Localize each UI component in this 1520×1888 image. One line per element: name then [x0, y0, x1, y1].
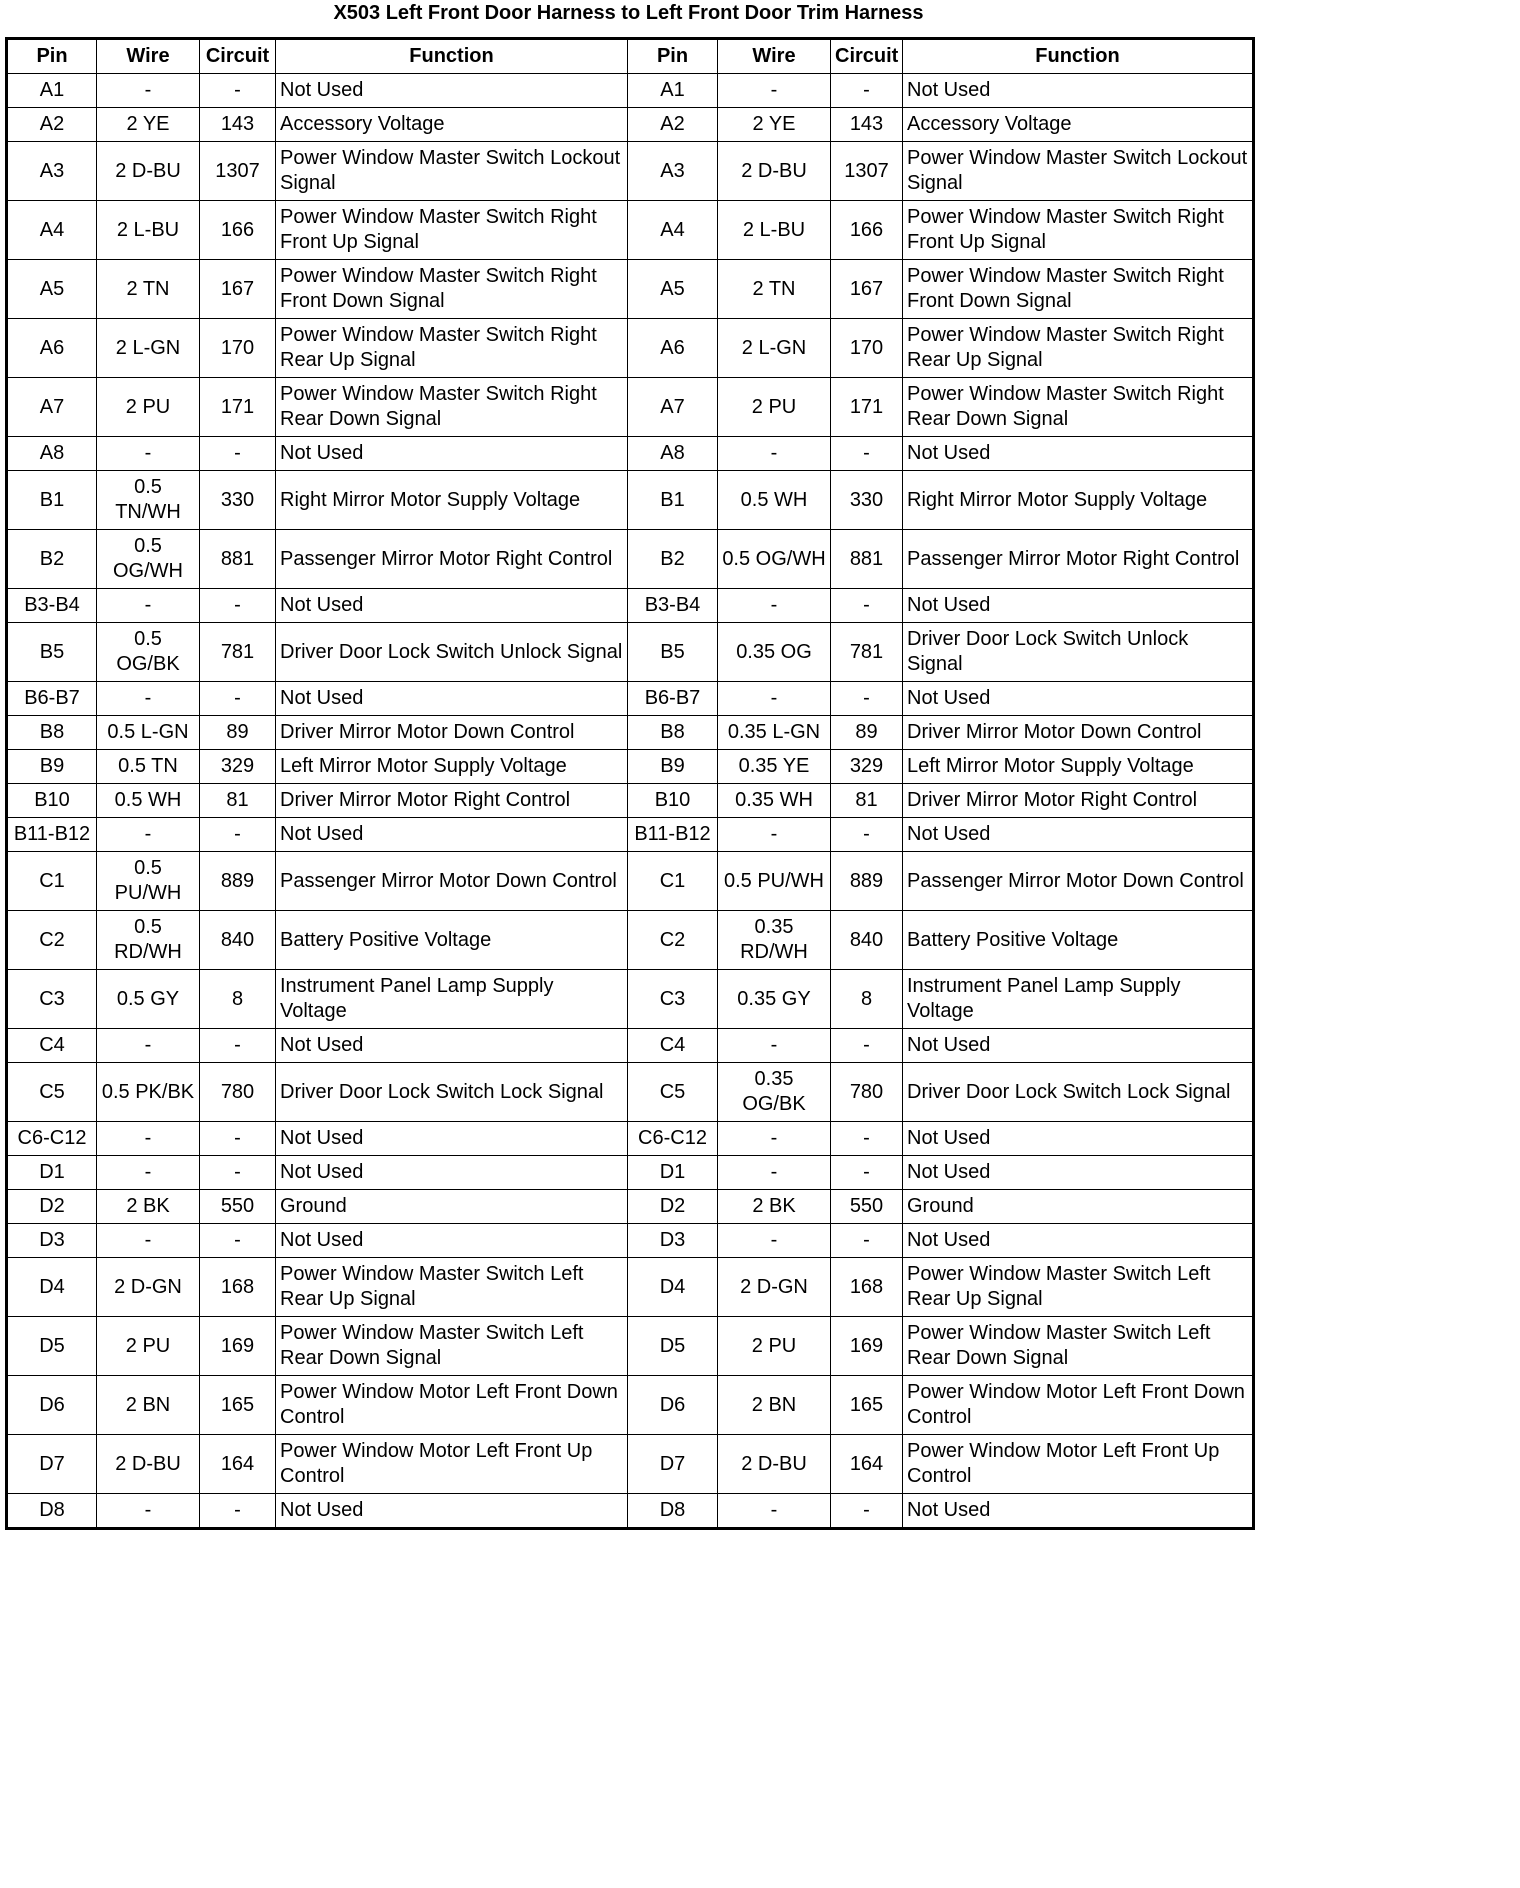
left-pin-cell: C3	[7, 970, 97, 1029]
right-wire-cell: 0.5 WH	[718, 471, 831, 530]
right-pin-cell: C6-C12	[628, 1122, 718, 1156]
left-circuit-cell: 166	[200, 201, 276, 260]
left-function-cell: Left Mirror Motor Supply Voltage	[276, 750, 628, 784]
right-function-cell: Instrument Panel Lamp Supply Voltage	[903, 970, 1254, 1029]
right-wire-cell: 2 D-BU	[718, 142, 831, 201]
right-pin-cell: B8	[628, 716, 718, 750]
left-wire-cell: 0.5 PU/WH	[97, 852, 200, 911]
left-function-cell: Accessory Voltage	[276, 108, 628, 142]
left-pin-cell: A1	[7, 74, 97, 108]
right-wire-cell: 2 BN	[718, 1376, 831, 1435]
left-pin-cell: A4	[7, 201, 97, 260]
right-circuit-cell: 164	[831, 1435, 903, 1494]
table-row	[7, 1435, 1254, 1494]
right-function-cell: Power Window Motor Left Front Up Control	[903, 1435, 1254, 1494]
left-function-cell: Power Window Master Switch Right Front Down Signal	[276, 260, 628, 319]
right-pin-cell: A3	[628, 142, 718, 201]
header-function-right: Function	[903, 39, 1254, 74]
right-circuit-cell: -	[831, 1494, 903, 1529]
right-pin-cell: B3-B4	[628, 589, 718, 623]
left-pin-cell: B8	[7, 716, 97, 750]
left-function-cell: Not Used	[276, 74, 628, 108]
header-pin-left: Pin	[7, 39, 97, 74]
right-function-cell: Ground	[903, 1190, 1254, 1224]
right-function-cell: Power Window Master Switch Lockout Signal	[903, 142, 1254, 201]
right-pin-cell: D1	[628, 1156, 718, 1190]
right-pin-cell: A8	[628, 437, 718, 471]
left-wire-cell: -	[97, 1224, 200, 1258]
left-wire-cell: 0.5 L-GN	[97, 716, 200, 750]
right-function-cell: Not Used	[903, 74, 1254, 108]
left-function-cell: Power Window Master Switch Left Rear Up Signal	[276, 1258, 628, 1317]
right-wire-cell: -	[718, 1156, 831, 1190]
right-pin-cell: A5	[628, 260, 718, 319]
right-wire-cell: 0.5 OG/WH	[718, 530, 831, 589]
right-pin-cell: A6	[628, 319, 718, 378]
left-wire-cell: 0.5 PK/BK	[97, 1063, 200, 1122]
left-wire-cell: -	[97, 437, 200, 471]
right-wire-cell: -	[718, 682, 831, 716]
left-wire-cell: 0.5 RD/WH	[97, 911, 200, 970]
right-function-cell: Power Window Master Switch Left Rear Up Signal	[903, 1258, 1254, 1317]
left-pin-cell: B10	[7, 784, 97, 818]
right-wire-cell: 2 TN	[718, 260, 831, 319]
left-circuit-cell: 329	[200, 750, 276, 784]
left-circuit-cell: 889	[200, 852, 276, 911]
header-circuit-left: Circuit	[200, 39, 276, 74]
left-circuit-cell: 167	[200, 260, 276, 319]
left-pin-cell: D7	[7, 1435, 97, 1494]
right-wire-cell: 2 D-GN	[718, 1258, 831, 1317]
left-circuit-cell: 164	[200, 1435, 276, 1494]
left-circuit-cell: 169	[200, 1317, 276, 1376]
right-pin-cell: B11-B12	[628, 818, 718, 852]
left-wire-cell: 0.5 OG/BK	[97, 623, 200, 682]
right-function-cell: Right Mirror Motor Supply Voltage	[903, 471, 1254, 530]
left-wire-cell: 0.5 WH	[97, 784, 200, 818]
left-pin-cell: D4	[7, 1258, 97, 1317]
left-wire-cell: -	[97, 589, 200, 623]
right-wire-cell: 0.35 YE	[718, 750, 831, 784]
left-circuit-cell: 89	[200, 716, 276, 750]
left-pin-cell: B2	[7, 530, 97, 589]
right-pin-cell: D7	[628, 1435, 718, 1494]
right-function-cell: Driver Mirror Motor Right Control	[903, 784, 1254, 818]
left-pin-cell: B1	[7, 471, 97, 530]
table-row	[7, 970, 1254, 1029]
right-wire-cell: -	[718, 437, 831, 471]
left-wire-cell: -	[97, 74, 200, 108]
left-circuit-cell: -	[200, 1122, 276, 1156]
right-function-cell: Power Window Master Switch Right Front Down Signal	[903, 260, 1254, 319]
left-pin-cell: A6	[7, 319, 97, 378]
right-wire-cell: -	[718, 589, 831, 623]
right-wire-cell: 0.35 OG/BK	[718, 1063, 831, 1122]
left-circuit-cell: 1307	[200, 142, 276, 201]
left-circuit-cell: -	[200, 74, 276, 108]
left-wire-cell: 2 BK	[97, 1190, 200, 1224]
right-pin-cell: B5	[628, 623, 718, 682]
left-function-cell: Power Window Master Switch Right Front Up Signal	[276, 201, 628, 260]
table-row	[7, 201, 1254, 260]
header-pin-right: Pin	[628, 39, 718, 74]
table-row	[7, 589, 1254, 623]
right-circuit-cell: 550	[831, 1190, 903, 1224]
right-function-cell: Passenger Mirror Motor Right Control	[903, 530, 1254, 589]
left-function-cell: Not Used	[276, 818, 628, 852]
left-wire-cell: 2 YE	[97, 108, 200, 142]
table-row	[7, 1063, 1254, 1122]
table-row	[7, 682, 1254, 716]
right-function-cell: Driver Mirror Motor Down Control	[903, 716, 1254, 750]
left-function-cell: Driver Mirror Motor Down Control	[276, 716, 628, 750]
right-function-cell: Not Used	[903, 437, 1254, 471]
left-function-cell: Not Used	[276, 1029, 628, 1063]
right-pin-cell: D6	[628, 1376, 718, 1435]
left-circuit-cell: 840	[200, 911, 276, 970]
left-circuit-cell: 168	[200, 1258, 276, 1317]
right-function-cell: Not Used	[903, 1029, 1254, 1063]
right-wire-cell: 0.35 L-GN	[718, 716, 831, 750]
right-circuit-cell: -	[831, 818, 903, 852]
right-pin-cell: B10	[628, 784, 718, 818]
right-wire-cell: 2 PU	[718, 1317, 831, 1376]
right-circuit-cell: 168	[831, 1258, 903, 1317]
left-wire-cell: 2 L-GN	[97, 319, 200, 378]
left-circuit-cell: 170	[200, 319, 276, 378]
right-wire-cell: 0.5 PU/WH	[718, 852, 831, 911]
left-pin-cell: C1	[7, 852, 97, 911]
right-function-cell: Not Used	[903, 589, 1254, 623]
left-circuit-cell: 330	[200, 471, 276, 530]
left-function-cell: Power Window Master Switch Lockout Signal	[276, 142, 628, 201]
right-circuit-cell: 165	[831, 1376, 903, 1435]
left-wire-cell: -	[97, 1494, 200, 1529]
right-function-cell: Driver Door Lock Switch Unlock Signal	[903, 623, 1254, 682]
left-function-cell: Passenger Mirror Motor Down Control	[276, 852, 628, 911]
left-function-cell: Not Used	[276, 437, 628, 471]
right-circuit-cell: -	[831, 437, 903, 471]
right-circuit-cell: 889	[831, 852, 903, 911]
connector-pinout-table	[5, 37, 1255, 1530]
left-wire-cell: 0.5 TN	[97, 750, 200, 784]
right-circuit-cell: 329	[831, 750, 903, 784]
right-wire-cell: -	[718, 1224, 831, 1258]
right-function-cell: Accessory Voltage	[903, 108, 1254, 142]
right-pin-cell: B1	[628, 471, 718, 530]
title-spacer	[5, 28, 1272, 37]
right-pin-cell: D5	[628, 1317, 718, 1376]
left-function-cell: Power Window Master Switch Right Rear Down Signal	[276, 378, 628, 437]
left-function-cell: Instrument Panel Lamp Supply Voltage	[276, 970, 628, 1029]
left-wire-cell: 0.5 TN/WH	[97, 471, 200, 530]
right-circuit-cell: 166	[831, 201, 903, 260]
left-circuit-cell: -	[200, 1224, 276, 1258]
right-circuit-cell: 89	[831, 716, 903, 750]
left-wire-cell: 2 L-BU	[97, 201, 200, 260]
right-circuit-cell: -	[831, 1156, 903, 1190]
left-function-cell: Not Used	[276, 1122, 628, 1156]
left-circuit-cell: 143	[200, 108, 276, 142]
left-circuit-cell: 780	[200, 1063, 276, 1122]
right-circuit-cell: 881	[831, 530, 903, 589]
left-function-cell: Not Used	[276, 682, 628, 716]
right-circuit-cell: 81	[831, 784, 903, 818]
left-circuit-cell: -	[200, 1494, 276, 1529]
right-circuit-cell: 170	[831, 319, 903, 378]
left-pin-cell: C2	[7, 911, 97, 970]
table-row	[7, 1224, 1254, 1258]
left-circuit-cell: 781	[200, 623, 276, 682]
left-wire-cell: 2 BN	[97, 1376, 200, 1435]
table-row	[7, 1494, 1254, 1529]
left-wire-cell: 2 PU	[97, 378, 200, 437]
left-pin-cell: C6-C12	[7, 1122, 97, 1156]
document-title: X503 Left Front Door Harness to Left Front Door Trim Harness	[333, 2, 924, 24]
left-pin-cell: B6-B7	[7, 682, 97, 716]
document-page	[5, 0, 1272, 1530]
right-circuit-cell: -	[831, 589, 903, 623]
right-function-cell: Battery Positive Voltage	[903, 911, 1254, 970]
table-body	[7, 74, 1254, 1529]
left-pin-cell: C4	[7, 1029, 97, 1063]
table-row	[7, 1190, 1254, 1224]
left-pin-cell: A8	[7, 437, 97, 471]
left-pin-cell: A7	[7, 378, 97, 437]
right-wire-cell: -	[718, 1494, 831, 1529]
right-pin-cell: C5	[628, 1063, 718, 1122]
right-pin-cell: B6-B7	[628, 682, 718, 716]
right-wire-cell: -	[718, 818, 831, 852]
right-pin-cell: B2	[628, 530, 718, 589]
right-wire-cell: 0.35 RD/WH	[718, 911, 831, 970]
right-pin-cell: C2	[628, 911, 718, 970]
table-row	[7, 623, 1254, 682]
left-circuit-cell: -	[200, 1156, 276, 1190]
right-pin-cell: D4	[628, 1258, 718, 1317]
table-row	[7, 852, 1254, 911]
right-wire-cell: 2 D-BU	[718, 1435, 831, 1494]
left-function-cell: Right Mirror Motor Supply Voltage	[276, 471, 628, 530]
right-function-cell: Power Window Motor Left Front Down Control	[903, 1376, 1254, 1435]
right-circuit-cell: -	[831, 1122, 903, 1156]
right-pin-cell: A7	[628, 378, 718, 437]
left-pin-cell: D3	[7, 1224, 97, 1258]
right-function-cell: Not Used	[903, 1494, 1254, 1529]
table-row	[7, 1317, 1254, 1376]
right-circuit-cell: 1307	[831, 142, 903, 201]
left-pin-cell: D2	[7, 1190, 97, 1224]
header-wire-right: Wire	[718, 39, 831, 74]
left-circuit-cell: 165	[200, 1376, 276, 1435]
table-row	[7, 1258, 1254, 1317]
right-function-cell: Passenger Mirror Motor Down Control	[903, 852, 1254, 911]
table-row	[7, 1156, 1254, 1190]
left-wire-cell: -	[97, 1156, 200, 1190]
left-pin-cell: C5	[7, 1063, 97, 1122]
left-function-cell: Power Window Master Switch Left Rear Down Signal	[276, 1317, 628, 1376]
right-function-cell: Not Used	[903, 1224, 1254, 1258]
left-circuit-cell: -	[200, 589, 276, 623]
left-pin-cell: D5	[7, 1317, 97, 1376]
left-pin-cell: A2	[7, 108, 97, 142]
right-circuit-cell: 8	[831, 970, 903, 1029]
right-function-cell: Power Window Master Switch Right Rear Up Signal	[903, 319, 1254, 378]
right-function-cell: Driver Door Lock Switch Lock Signal	[903, 1063, 1254, 1122]
left-wire-cell: 0.5 GY	[97, 970, 200, 1029]
right-pin-cell: A1	[628, 74, 718, 108]
left-pin-cell: D1	[7, 1156, 97, 1190]
right-function-cell: Not Used	[903, 1156, 1254, 1190]
right-wire-cell: 2 L-GN	[718, 319, 831, 378]
header-wire-left: Wire	[97, 39, 200, 74]
left-pin-cell: A5	[7, 260, 97, 319]
right-pin-cell: D8	[628, 1494, 718, 1529]
right-wire-cell: 2 YE	[718, 108, 831, 142]
right-wire-cell: 0.35 GY	[718, 970, 831, 1029]
right-function-cell: Left Mirror Motor Supply Voltage	[903, 750, 1254, 784]
left-function-cell: Ground	[276, 1190, 628, 1224]
table-row	[7, 74, 1254, 108]
left-function-cell: Power Window Motor Left Front Down Control	[276, 1376, 628, 1435]
table-row	[7, 319, 1254, 378]
table-row	[7, 784, 1254, 818]
left-circuit-cell: -	[200, 682, 276, 716]
table-row	[7, 1029, 1254, 1063]
table-row	[7, 530, 1254, 589]
table-row	[7, 142, 1254, 201]
left-function-cell: Not Used	[276, 1494, 628, 1529]
header-circuit-right: Circuit	[831, 39, 903, 74]
right-circuit-cell: -	[831, 1224, 903, 1258]
left-pin-cell: B3-B4	[7, 589, 97, 623]
table-row	[7, 716, 1254, 750]
right-wire-cell: -	[718, 74, 831, 108]
left-wire-cell: -	[97, 1122, 200, 1156]
left-function-cell: Power Window Motor Left Front Up Control	[276, 1435, 628, 1494]
left-pin-cell: D8	[7, 1494, 97, 1529]
right-circuit-cell: -	[831, 74, 903, 108]
right-function-cell: Not Used	[903, 682, 1254, 716]
left-circuit-cell: 881	[200, 530, 276, 589]
left-wire-cell: 0.5 OG/WH	[97, 530, 200, 589]
table-row	[7, 1376, 1254, 1435]
right-pin-cell: A4	[628, 201, 718, 260]
left-function-cell: Not Used	[276, 1224, 628, 1258]
table-row	[7, 108, 1254, 142]
right-wire-cell: -	[718, 1029, 831, 1063]
left-pin-cell: B9	[7, 750, 97, 784]
right-circuit-cell: 781	[831, 623, 903, 682]
right-pin-cell: C3	[628, 970, 718, 1029]
left-function-cell: Driver Mirror Motor Right Control	[276, 784, 628, 818]
right-circuit-cell: 143	[831, 108, 903, 142]
right-function-cell: Power Window Master Switch Left Rear Down Signal	[903, 1317, 1254, 1376]
right-circuit-cell: -	[831, 1029, 903, 1063]
left-function-cell: Battery Positive Voltage	[276, 911, 628, 970]
left-wire-cell: -	[97, 1029, 200, 1063]
right-wire-cell: 0.35 WH	[718, 784, 831, 818]
right-pin-cell: B9	[628, 750, 718, 784]
left-wire-cell: 2 PU	[97, 1317, 200, 1376]
right-pin-cell: C4	[628, 1029, 718, 1063]
right-wire-cell: -	[718, 1122, 831, 1156]
left-pin-cell: A3	[7, 142, 97, 201]
left-wire-cell: 2 D-GN	[97, 1258, 200, 1317]
right-pin-cell: D3	[628, 1224, 718, 1258]
right-circuit-cell: 780	[831, 1063, 903, 1122]
left-function-cell: Driver Door Lock Switch Unlock Signal	[276, 623, 628, 682]
right-wire-cell: 2 BK	[718, 1190, 831, 1224]
right-function-cell: Not Used	[903, 818, 1254, 852]
left-function-cell: Passenger Mirror Motor Right Control	[276, 530, 628, 589]
left-pin-cell: D6	[7, 1376, 97, 1435]
table-row	[7, 260, 1254, 319]
left-wire-cell: 2 D-BU	[97, 1435, 200, 1494]
table-header-row	[7, 39, 1254, 74]
left-circuit-cell: 81	[200, 784, 276, 818]
left-wire-cell: -	[97, 818, 200, 852]
right-function-cell: Not Used	[903, 1122, 1254, 1156]
left-circuit-cell: -	[200, 818, 276, 852]
left-function-cell: Not Used	[276, 589, 628, 623]
right-circuit-cell: 167	[831, 260, 903, 319]
right-circuit-cell: 169	[831, 1317, 903, 1376]
right-wire-cell: 0.35 OG	[718, 623, 831, 682]
table-row	[7, 911, 1254, 970]
left-pin-cell: B5	[7, 623, 97, 682]
right-pin-cell: D2	[628, 1190, 718, 1224]
right-pin-cell: A2	[628, 108, 718, 142]
table-row	[7, 1122, 1254, 1156]
left-pin-cell: B11-B12	[7, 818, 97, 852]
left-function-cell: Driver Door Lock Switch Lock Signal	[276, 1063, 628, 1122]
table-row	[7, 750, 1254, 784]
table-row	[7, 437, 1254, 471]
left-circuit-cell: -	[200, 437, 276, 471]
right-circuit-cell: 330	[831, 471, 903, 530]
left-wire-cell: -	[97, 682, 200, 716]
right-circuit-cell: 171	[831, 378, 903, 437]
left-function-cell: Not Used	[276, 1156, 628, 1190]
left-wire-cell: 2 D-BU	[97, 142, 200, 201]
table-row	[7, 471, 1254, 530]
right-circuit-cell: 840	[831, 911, 903, 970]
header-function-left: Function	[276, 39, 628, 74]
left-wire-cell: 2 TN	[97, 260, 200, 319]
right-function-cell: Power Window Master Switch Right Front Up Signal	[903, 201, 1254, 260]
right-function-cell: Power Window Master Switch Right Rear Down Signal	[903, 378, 1254, 437]
right-wire-cell: 2 PU	[718, 378, 831, 437]
right-circuit-cell: -	[831, 682, 903, 716]
table-row	[7, 818, 1254, 852]
left-function-cell: Power Window Master Switch Right Rear Up Signal	[276, 319, 628, 378]
table-row	[7, 378, 1254, 437]
right-pin-cell: C1	[628, 852, 718, 911]
left-circuit-cell: 8	[200, 970, 276, 1029]
left-circuit-cell: 550	[200, 1190, 276, 1224]
left-circuit-cell: -	[200, 1029, 276, 1063]
left-circuit-cell: 171	[200, 378, 276, 437]
right-wire-cell: 2 L-BU	[718, 201, 831, 260]
